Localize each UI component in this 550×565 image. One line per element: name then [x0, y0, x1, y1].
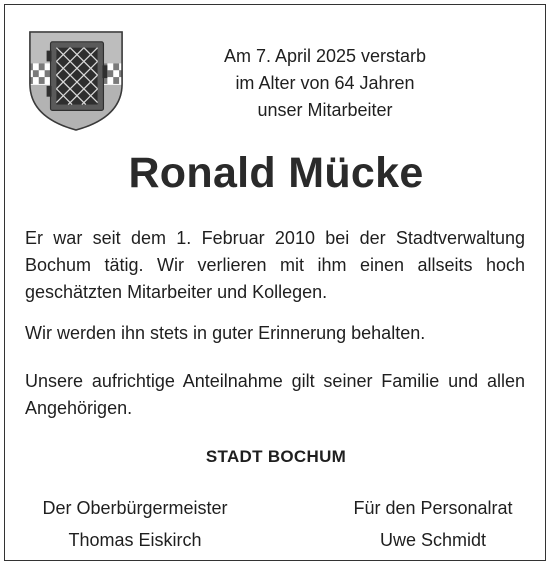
city-coat-of-arms-icon	[27, 29, 125, 133]
deceased-name: Ronald Mücke	[128, 149, 424, 197]
signer-organization: STADT BOCHUM	[205, 447, 347, 466]
paragraph-condolence: Unsere aufrichtige Anteilnahme gilt seiner Familie und allen Angehörigen.	[25, 371, 525, 418]
paragraph-career: Er war seit dem 1. Februar 2010 bei der Stadtverwaltung Bochum tätig. Wir verlieren mit ihm einen allseits hoch geschätzten Mitarbeiter und Kollegen.	[25, 228, 525, 302]
signature-name: Thomas Eiskirch	[68, 530, 202, 550]
header-line-date: Am 7. April 2025 verstarb	[223, 46, 427, 66]
signature-mayor	[25, 492, 245, 556]
signature-name: Uwe Schmidt	[379, 530, 487, 550]
header-line-relation: unser Mitarbeiter	[257, 100, 393, 120]
header-line-age: im Alter von 64 Jahren	[235, 73, 415, 93]
signature-staff-council	[335, 492, 531, 556]
obituary-notice	[4, 4, 546, 561]
paragraph-memory: Wir werden ihn stets in guter Erinnerung behalten.	[25, 323, 426, 343]
death-announcement-header	[155, 43, 495, 124]
signature-role: Der Oberbürgermeister	[42, 498, 228, 518]
signature-role: Für den Personalrat	[353, 498, 513, 518]
